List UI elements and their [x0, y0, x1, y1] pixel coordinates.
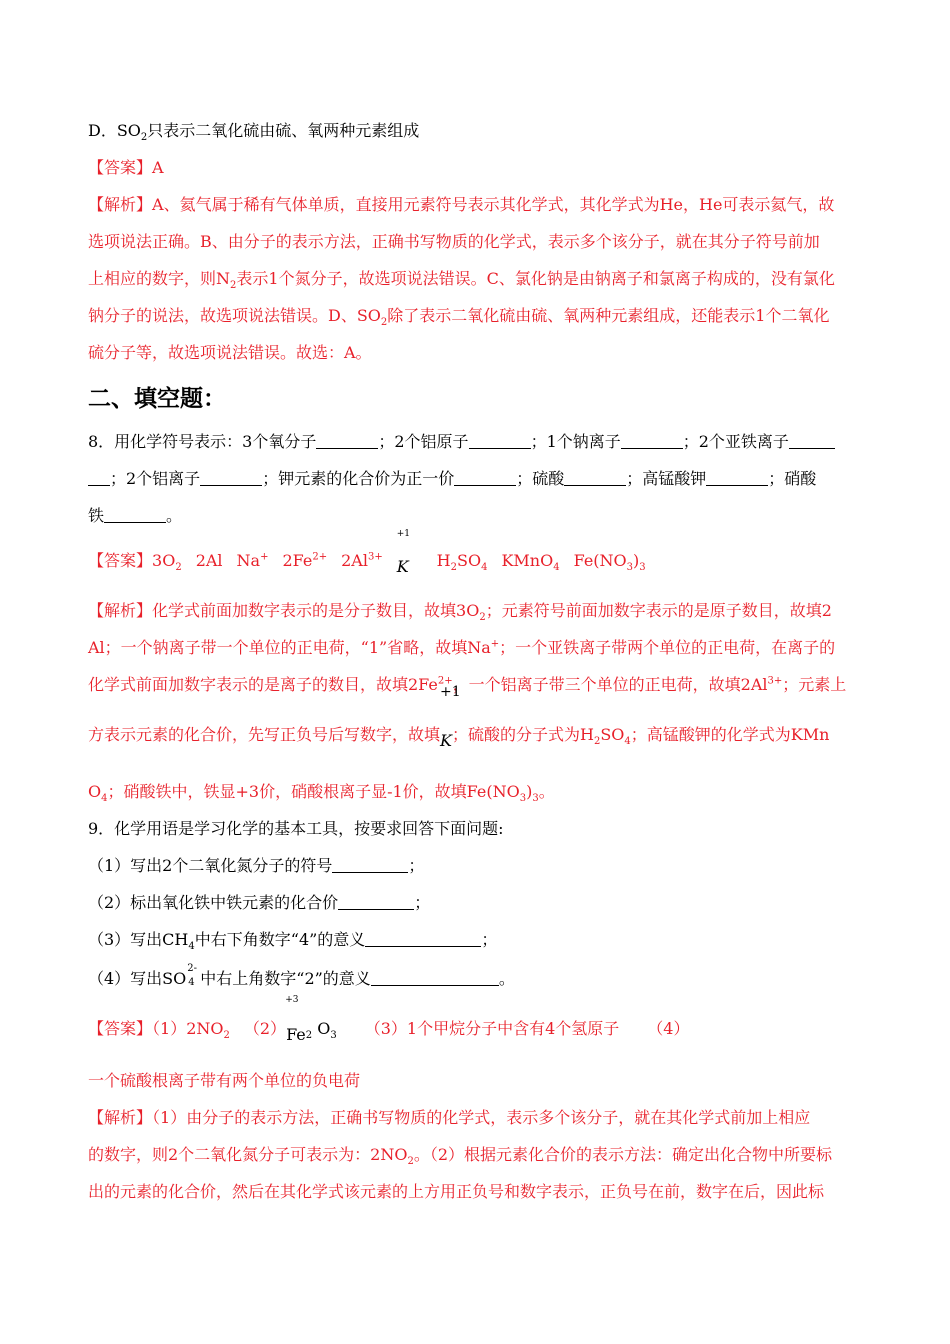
q7-answer: 【答案】A [88, 158, 164, 177]
q8-stem-line-3: 铁 。 [88, 506, 183, 525]
answer-blank[interactable] [200, 469, 262, 486]
q9-answer: 【答案】$(1)2NO_2$ （2） +3 $Fe_2$ $O_3$ （3）1个甲烷分子中含有4个氢原子 （4） [88, 1002, 868, 1062]
q8-analysis-line-2: Al；一个钠离子带一个单位的正电荷，“1”省略，故填Na+；一个亚铁离子带两个单位的正电荷，在离子的 [88, 638, 836, 657]
document-page [88, 112, 868, 1210]
q7-analysis-line-1: 【解析】A、氦气属于稀有气体单质，直接用元素符号表示其化学式，其化学式为He，He可表示氦气，故 [88, 195, 835, 214]
q9-analysis-line-1: 【解析】（1）由分子的表示方法，正确书写物质的化学式，表示多个该分子，就在其化学式前加上相应 [88, 1108, 811, 1127]
answer-blank[interactable] [621, 432, 683, 449]
q8-stem-line-2: ；2个铝离子 ；钾元素的化合价为正一价 ；硫酸 ；高锰酸钾 ；硝酸 [88, 460, 868, 497]
q8-analysis-line-5: $O_4$；硝酸铁中，铁显+3价，硝酸根离子显-1价，故填$Fe(NO_3)_3$。 [88, 782, 555, 805]
section-title: 二、填空题： [88, 386, 226, 412]
answer-blank[interactable] [371, 969, 499, 986]
valence-symbol: +1 K [396, 529, 410, 576]
q9-part-4: （4）写出SO 2- 4 中右上角数字“2”的意义 。 [88, 963, 515, 988]
answer-blank[interactable] [316, 432, 378, 449]
answer-blank[interactable] [469, 432, 531, 449]
q8-stem-line-1: 8．用化学符号表示：3个氧分子 ；2个铝原子 ；1个钠离子 ；2个亚铁离子 [88, 423, 868, 460]
iron-oxide-valence: +3 Fe [285, 995, 306, 1044]
answer-blank[interactable] [789, 432, 835, 449]
q9-part-3: （3）写出$CH_4$中右下角数字“4”的意义 ； [88, 930, 498, 953]
answer-blank[interactable] [564, 469, 626, 486]
q8-analysis-line-1: 【解析】化学式前面加数字表示的是分子数目，故填$3O_2$；元素符号前面加数字表示的是原子数目，故填2 [88, 601, 832, 624]
answer-blank[interactable] [706, 469, 768, 486]
answer-blank[interactable] [104, 506, 166, 523]
q7-analysis-line-2: 选项说法正确。B、由分子的表示方法，正确书写物质的化学式，表示多个该分子，就在其分子符号前加 [88, 232, 820, 251]
answer-blank[interactable] [454, 469, 516, 486]
answer-blank[interactable] [88, 469, 110, 486]
q8-answer: 【答案】$3O_2$ 2Al Na+ $2Fe^{2+}$ $2Al^{3+}$ +1 K $H_2SO_4$ KMnO$_4$ $Fe(NO_3)_3$ [88, 536, 868, 592]
q9-analysis-line-3: 出的元素的化合价，然后在其化学式该元素的上方用正负号和数字表示，正负号在前，数字在后，因此标 [88, 1182, 825, 1201]
q9-part-1: （1）写出2个二氧化氮分子的符号 ； [88, 856, 425, 875]
q9-answer-continued: 一个硫酸根离子带有两个单位的负电荷 [88, 1071, 361, 1090]
q7-analysis-line-3: 上相应的数字，则$N_2$表示1个氮分子，故选项说法错误。C、氯化钠是由钠离子和氯离子构成的，没有氯化 [88, 269, 835, 292]
q7-analysis-line-5: 硫分子等，故选项说法错误。故选：A。 [88, 343, 372, 362]
answer-blank[interactable] [332, 856, 408, 873]
q7-analysis-line-4: 钠分子的说法，故选项说法错误。D、$SO_2$除了表示二氧化硫由硫、氧两种元素组成，还能表示1个二氧化 [88, 306, 830, 329]
answer-blank[interactable] [365, 930, 481, 947]
q9-analysis-line-2: 的数字，则2个二氧化氮分子可表示为：$2NO_2$。（2）根据元素化合价的表示方法：确定出化合物中所要标 [88, 1145, 833, 1168]
valence-symbol: +1 K [440, 684, 461, 750]
answer-blank[interactable] [338, 893, 414, 910]
q8-analysis-line-3: 化学式前面加数字表示的是离子的数目，故填$2Fe^{2+}$，一个铝离子带三个单位的正电荷，故填$2Al^{3+}$；元素上 [88, 675, 847, 694]
q8-analysis-line-4: 方表示元素的化合价，先写正负号后写数字，故填 +1 K；硫酸的分子式为$H_2SO_4$；高锰酸钾的化学式为KMn [88, 703, 868, 773]
q9-part-2: （2）标出氧化铁中铁元素的化合价 ； [88, 893, 431, 912]
q9-stem: 9．化学用语是学习化学的基本工具，按要求回答下面问题: [88, 819, 504, 838]
q7-option-d: D．$SO_2$只表示二氧化硫由硫、氧两种元素组成 [88, 121, 420, 144]
